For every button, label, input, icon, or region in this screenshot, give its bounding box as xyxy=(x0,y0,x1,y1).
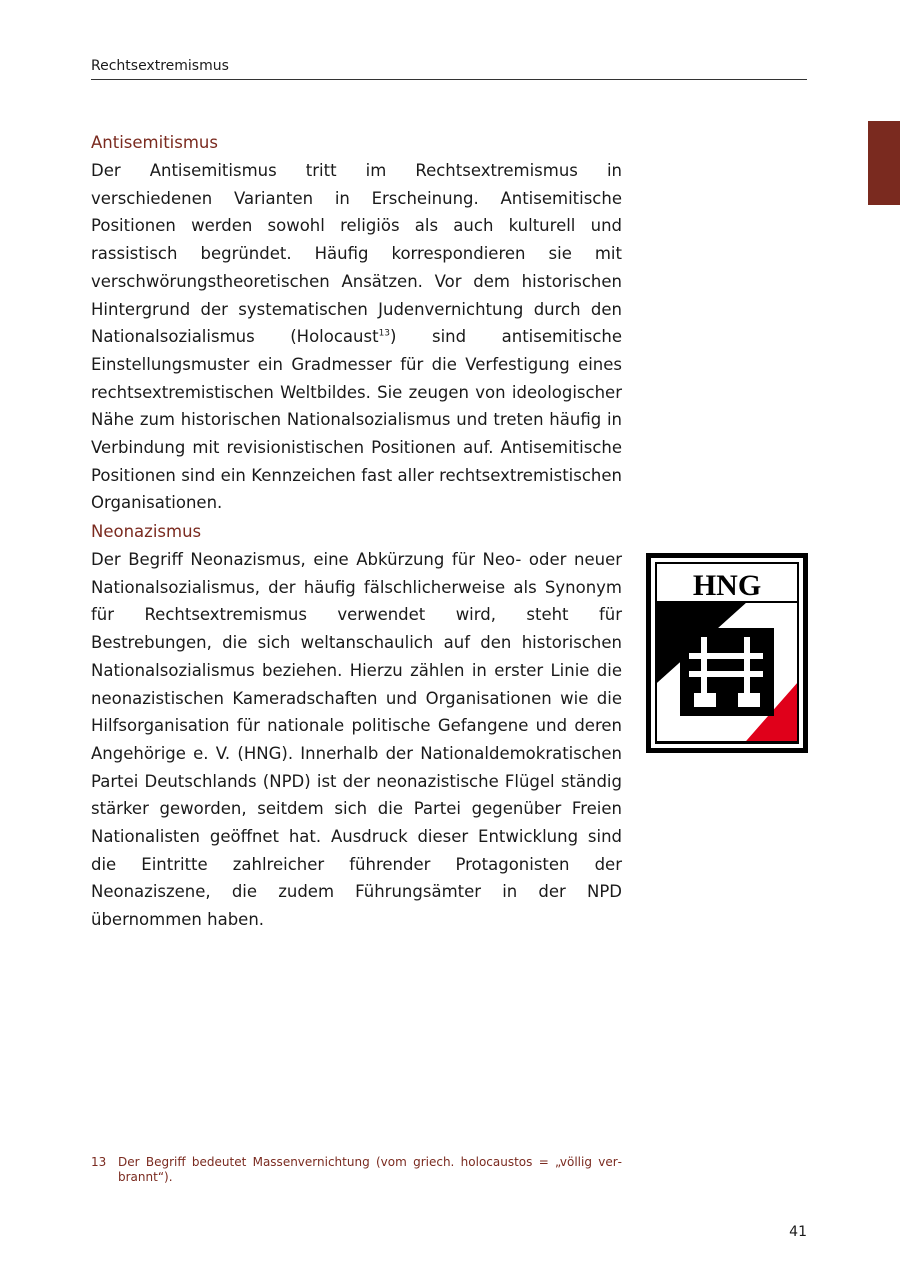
section-title-neonazismus: Neonazismus xyxy=(91,522,202,541)
running-header: Rechtsextremismus xyxy=(91,58,807,80)
footnote xyxy=(91,1155,622,1185)
footnote-reference: 13 xyxy=(378,328,391,339)
footnote-text: Der Begriff bedeutet Massenvernichtung (vom griech. holocaustos = „völlig verbrannt“). xyxy=(118,1155,622,1184)
hng-logo-image xyxy=(646,553,808,753)
logo-title-text: HNG xyxy=(692,569,762,602)
page-number: 41 xyxy=(789,1224,807,1240)
paragraph-part-2: ) sind antisemitische Einstellungsmuster ein Gradmesser für die Verfestigung eines rechtsextremistischen Weltbildes. Sie zeugen von ideologischer Nähe zum historischen Nationalsozialismus und treten häufig in Verbindung mit revisionistischen Positionen auf. Antisemitische Positionen sind ein Kennzeichen fast aller rechtsextremistischen Organisationen. xyxy=(91,327,622,513)
paragraph-antisemitismus xyxy=(91,157,622,517)
paragraph-part-1: Der Antisemitismus tritt im Rechtsextremismus in verschiedenen Varianten in Erscheinung. Antisemitische Positionen werden sowohl religiös als auch kulturell und rassistisch begründet. Häufig korrespondieren sie mit verschwörungstheoretischen Ansätzen. Vor dem historischen Hintergrund der systematischen Judenvernichtung durch den Nationalsozialismus (Holocaust xyxy=(91,161,622,347)
footnote-number: 13 xyxy=(91,1155,107,1169)
chapter-tab-marker xyxy=(868,121,900,205)
paragraph-neonazismus: Der Begriff Neonazismus, eine Abkürzung für Neo- oder neuer Nationalsozialismus, der häufig fälschlicherweise als Synonym für Rechtsextremismus verwendet wird, steht für Bestrebungen, die sich weltanschaulich auf den historischen Nationalsozialismus beziehen. Hierzu zählen in erster Linie die neonazistischen Kameradschaften und Organisationen wie die Hilfsorganisation für nationale politische Gefangene und deren Angehörige e. V. (HNG). Innerhalb der Nationaldemokratischen Partei Deutschlands (NPD) ist der neonazistische Flügel ständig stärker geworden, seitdem sich die Partei gegenüber Freien Nationalisten geöffnet hat. Ausdruck dieser Entwicklung sind die Eintritte zahlreicher führender Protagonisten der Neonaziszene, die zudem Führungsämter in der NPD übernommen haben. xyxy=(91,550,622,930)
section-title-antisemitismus: Antisemitismus xyxy=(91,133,218,152)
